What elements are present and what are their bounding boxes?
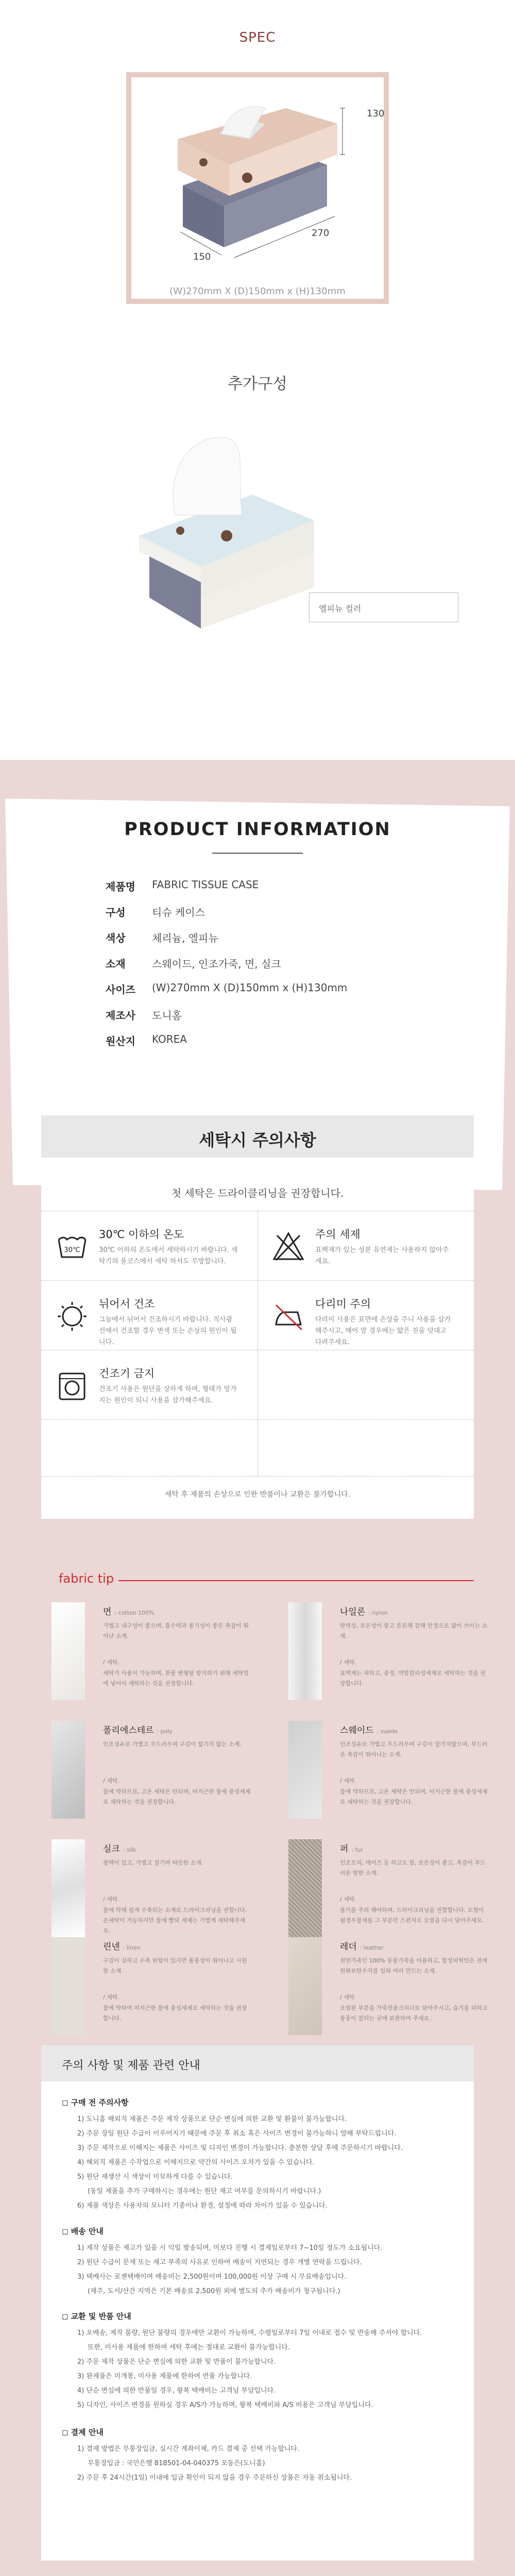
fabric-name: 린넨 : linen — [103, 1942, 141, 1952]
notice-line: 4) 단순 변심에 의한 반품일 경우, 왕복 택배비는 고객님 부담입니다. — [77, 2387, 276, 2395]
notice-line: 3) 주문 제작으로 이해지는 제품은 사이즈 및 디자인 변경이 가능합니다. 충분한 상담 후에 주문하시기 바랍니다. — [77, 2144, 403, 2152]
wash-item-no-dryer — [41, 1365, 247, 1432]
product-info-divider — [212, 853, 303, 854]
fabric-swatch — [52, 1839, 85, 1937]
info-row — [106, 981, 466, 1007]
wash-item-title: 주의 세제 — [315, 1228, 360, 1241]
additional-title: 추가구성 — [228, 375, 287, 393]
fabric-item-linen — [52, 1937, 258, 2056]
info-label: 제조사 — [106, 1009, 135, 1022]
notice-line: 1) 도니홈 해외직 제품은 주문 제작 상품으로 단순 변심에 의한 교환 및 환불이 불가능합니다. — [77, 2115, 347, 2123]
wash-30-icon — [56, 1230, 89, 1263]
notice-line: 3) 택배사는 로젠택배이며 배송비는 2,500원이며 100,000원 이상 구매 시 무료배송입니다. — [77, 2273, 347, 2281]
info-row — [106, 1033, 466, 1059]
spec-image-frame — [126, 72, 389, 304]
info-value: FABRIC TISSUE CASE — [152, 878, 259, 891]
fabric-care-desc: 물에 약해 쉽게 수축되는 소재로 드라이크리닝을 권합니다. 손세탁이 가능하지만 물에 빨되 세제는 가볍게 세탁해주세요. — [103, 1907, 247, 1934]
fabric-desc: 천연가죽인 100% 동물가죽을 이용하고, 합성피혁인은 천에 원화보탄수지를 입혀 여러 만드는 소재. — [340, 1957, 488, 1974]
info-row — [106, 956, 466, 981]
dim-length-label: 270 — [312, 228, 330, 239]
fabric-swatch — [52, 1602, 85, 1700]
additional-product-image — [118, 412, 335, 644]
no-bleach-icon — [272, 1230, 305, 1263]
info-label: 색상 — [106, 932, 126, 944]
notice-section-title: ◻ 배송 안내 — [62, 2227, 104, 2236]
info-row — [106, 904, 466, 930]
info-label: 사이즈 — [106, 984, 135, 996]
fabric-care-desc: 물에 약하므로, 고온 세탁은 안되며, 미지근한 물에 중성세제로 세탁하는 것을 권장합니다. — [103, 1788, 251, 1805]
fabric-care-desc: 물에 약하므로, 고온 세탁은 안되며, 미지근한 물에 중성세제로 세탁하는 것을 권장합니다. — [340, 1788, 488, 1805]
wash-item-desc: 표백제가 있는 성분 유연제는 사용하지 않아주세요. — [315, 1246, 449, 1265]
fabric-care-label: / 세탁. — [103, 1659, 119, 1666]
wash-item-title: 다리미 주의 — [315, 1298, 371, 1310]
divider — [41, 1476, 474, 1477]
fabric-care-label: / 세탁. — [103, 1994, 119, 2001]
notice-line: 3) 완제품은 미개봉, 미사용 제품에 한하여 반품 가능합니다. — [77, 2372, 252, 2380]
fabric-care-label: / 세탁. — [103, 1896, 119, 1903]
fabric-desc: 광택이 있고, 가볍고 질기며 따뜻한 소재. — [103, 1859, 203, 1866]
notice-line: 2) 주문 제작 상품은 단순 변심에 의한 교환 및 반품이 불가능합니다. — [77, 2358, 276, 2366]
notice-line: 또한, 미사용 제품에 한하며 세탁 후에는 절대로 교환이 불가능합니다. — [88, 2344, 290, 2351]
fabric-swatch — [52, 1721, 85, 1819]
info-value: KOREA — [152, 1033, 187, 1045]
notice-line: (제주, 도서/산간 지역은 기본 배송료 2,500원 외에 별도의 추가 배송비가 청구됩니다.) — [88, 2287, 340, 2295]
additional-item-label: 엘피뉴 컬러 — [309, 592, 458, 622]
fabric-care-desc: 오염된 부분을 가죽전용크리너로 닦아주시고, 습기를 피하고 통풍이 잘되는 곳에 보관하여 주세요. — [340, 2005, 488, 2022]
info-value: 도니홈 — [152, 1009, 182, 1022]
notice-section-title: ◻ 구매 전 주의사항 — [62, 2098, 129, 2107]
wash-item-desc: 다리미 사용은 표면에 손상을 주니 사용을 삼가해주시고, 매어 말 경우에는 얇은 천을 덧대고 다려주세요. — [315, 1316, 451, 1346]
fabric-care-label: / 세탁. — [103, 1777, 119, 1784]
wash-item-desc: 그늘에서 뉘어서 건조하시기 바랍니다. 직사광선에서 건조할 경우 변색 또는 손상의 원인이 됩니다. — [99, 1316, 237, 1346]
no-dryer-icon — [56, 1369, 89, 1402]
notice-title: 주의 사항 및 제품 관련 안내 — [62, 2059, 200, 2072]
fabric-item-polyester — [52, 1721, 258, 1839]
spec-title: SPEC — [239, 30, 276, 45]
fabric-care-label: / 세탁. — [340, 1994, 356, 2001]
fabric-item-suede — [288, 1721, 494, 1839]
fabric-name: 폴리에스테르 : poly — [103, 1725, 173, 1736]
wash-item-detergent — [258, 1226, 464, 1293]
notice-line: 2) 주문 장일 원단 수급이 이루어지기 때문에 주문 후 취소 혹은 사이즈 변경이 불가능하니 양해 부탁드립니다. — [77, 2130, 397, 2138]
notice-section-title: ◻ 결제 안내 — [62, 2428, 104, 2437]
notice-line: 무통장입금 : 국민은행 818501-04-040375 오동은(도니홈) — [88, 2460, 265, 2467]
fabric-desc: 인조섬유로 가볍고 우드러우며 구김이 없기지 않는 소재. — [103, 1741, 242, 1748]
fabric-name: 퍼 : fur — [340, 1844, 364, 1854]
fabric-name: 면 : cotton 100% — [103, 1607, 154, 1617]
notice-line: 1) 결제 방법은 무통장입금, 실시간 계좌이체, 카드 결제 중 선택 가능합니다. — [77, 2445, 300, 2453]
fabric-desc: 인조모피, 에어즈 등 하고도 함, 보온성이 좋고, 촉감이 부드러운 방한 소재. — [340, 1859, 486, 1876]
info-label: 소재 — [106, 958, 126, 970]
spec-dimensions: (W)270mm X (D)150mm x (H)130mm — [169, 286, 346, 297]
fabric-swatch — [288, 1839, 322, 1937]
fabric-name: 스웨이드 : suede — [340, 1725, 398, 1736]
fabric-care-desc: 물에 약하여 미지근한 물에 중성세제로 세탁하는 것을 권장합니다. — [103, 2005, 247, 2022]
wash-item-desc: 건조기 사용은 원단을 상하게 하며, 형태가 망가지는 원인이 되니 사용을 삼가해주세요. — [99, 1385, 237, 1404]
dry-flat-icon — [56, 1300, 89, 1333]
notice-card — [41, 2045, 474, 2561]
notice-line: 4) 해외직 제품은 수작업으로 이해지므로 약간의 사이즈 오차가 있을 수 있습니다. — [77, 2159, 315, 2166]
notice-line: 2) 주문 후 24시간(1일) 이내에 입금 확인이 되지 않을 경우 주문하신 상품은 자동 취소됩니다. — [77, 2474, 352, 2482]
notice-line: 1) 오배송, 제작 불량, 원단 불량의 경우에만 교환이 가능하며, 수령일로부터 7일 이내로 접수 및 반송해 주셔야 합니다. — [77, 2329, 422, 2337]
fabric-desc: 탄력성, 보온성이 좋고 튼튼해 강해 안정으로 많이 쓰이는 소재. — [340, 1622, 488, 1639]
notice-line: 5) 디자인, 사이즈 변경을 원하실 경우 A/S가 가능하며, 왕복 택배비와 A/S 비용은 고객님 부담입니다. — [77, 2401, 373, 2409]
fabric-desc: 구김이 심하고 수축 위험이 있지만 통풍성이 뛰어나고 시원한 소재. — [103, 1957, 247, 1974]
dim-depth-label: 150 — [193, 251, 211, 262]
info-row — [106, 878, 466, 904]
washing-card — [41, 1115, 474, 1519]
washing-title: 세탁시 주의사항 — [199, 1130, 316, 1150]
info-row — [106, 930, 466, 956]
tissue-case-image — [131, 77, 384, 299]
info-value: 스웨이드, 인조가죽, 면, 실크 — [152, 958, 281, 970]
notice-line: 6) 제품 색상은 사용자의 모니터 기종이나 환경, 설정에 따라 차이가 있을 수 있습니다. — [77, 2202, 328, 2210]
fabric-desc: 가볍고 내구성이 좋으며, 흡수력과 통기성이 좋은 촉감이 뛰어난 소재. — [103, 1622, 249, 1639]
washing-footer: 세탁 후 제품의 손상으로 인한 반품이나 교환은 불가합니다. — [164, 1490, 351, 1499]
wash-item-temperature — [41, 1226, 247, 1293]
washing-subtitle: 첫 세탁은 드라이클리닝을 권장합니다. — [171, 1187, 344, 1199]
wash-item-title: 건조기 금지 — [99, 1367, 155, 1380]
info-value: (W)270mm X (D)150mm x (H)130mm — [152, 981, 348, 994]
fabric-desc: 인조섬유로 가볍고 우드러우며 구김이 잘가지않으며, 부드러운 촉감이 뛰어나는 소재. — [340, 1741, 488, 1758]
fabric-item-leather — [288, 1937, 494, 2056]
wash-item-title: 뉘어서 건조 — [99, 1298, 155, 1310]
notice-section-title: ◻ 교환 및 반품 안내 — [62, 2312, 131, 2321]
svg-text:30℃: 30℃ — [64, 1246, 80, 1254]
fabric-name: 실크 : silk — [103, 1844, 136, 1854]
fabric-swatch — [288, 1721, 322, 1819]
info-value: 체리늄, 엘피뉴 — [152, 932, 218, 944]
notice-line: (동일 제품을 추가 구매하시는 경우에는 원단 재고 여부를 문의하시기 바랍니다.) — [88, 2188, 321, 2195]
fabric-care-desc: 세탁기 사용이 가능하며, 찬물 변형될 방지하기 위해 세탁망에 넣어서 세탁하는 것을 권장합니다. — [103, 1670, 249, 1687]
fabric-name: 나일론 : nylon — [340, 1607, 388, 1617]
fabric-care-label: / 세탁. — [340, 1659, 356, 1666]
fabric-care-label: / 세탁. — [340, 1896, 356, 1903]
wash-item-title: 30℃ 이하의 온도 — [99, 1228, 184, 1241]
fabric-tip-divider — [118, 1580, 474, 1581]
info-label: 원산지 — [106, 1035, 135, 1047]
info-row — [106, 1007, 466, 1033]
fabric-care-desc: 표백제는 피하고, 중성, 약알칼리성세제로 세탁하는 것을 권장합니다. — [340, 1670, 486, 1687]
fabric-swatch — [52, 1937, 85, 2035]
fabric-item-cotton — [52, 1602, 258, 1721]
notice-line: 1) 제작 상품은 제고가 있을 시 익일 발송되며, 미보다 진행 시 결제일로부터 7~10일 정도가 소요됩니다. — [77, 2244, 383, 2252]
fabric-swatch — [288, 1602, 322, 1700]
product-info-title: PRODUCT INFORMATION — [124, 819, 391, 840]
info-label: 구성 — [106, 906, 126, 919]
fabric-name: 레더 : leather — [340, 1942, 384, 1952]
dim-height-label: 130 — [367, 108, 385, 119]
notice-line: 5) 원단 재생산 시 색상이 미묘하게 다를 수 있습니다. — [77, 2173, 233, 2181]
info-label: 제품명 — [106, 880, 135, 893]
wash-item-iron — [258, 1296, 464, 1363]
fabric-care-desc: 물기를 주의 해야하며, 드라이크리닝을 권합합니다. 오염이 될경우물세를 그 부분만 스펀지로 오염을 다시 닦아주세요. — [340, 1907, 484, 1924]
fabric-item-nylon — [288, 1602, 494, 1721]
wash-item-dry-flat — [41, 1296, 247, 1363]
fabric-swatch — [288, 1937, 322, 2035]
fabric-care-label: / 세탁. — [340, 1777, 356, 1784]
wash-item-desc: 30℃ 이하의 온도에서 세탁하시기 바랍니다. 세탁기의 울코스에서 세탁 하셔도 무방합니다. — [99, 1246, 238, 1265]
fabric-tip-title: fabric tip — [59, 1571, 114, 1586]
no-iron-icon — [272, 1300, 305, 1333]
info-value: 티슈 케이스 — [152, 906, 205, 919]
notice-line: 2) 원단 수급이 문제 또는 재고 부족의 사유로 인하여 배송이 지연되는 경우 개별 연락을 드립니다. — [77, 2259, 362, 2266]
